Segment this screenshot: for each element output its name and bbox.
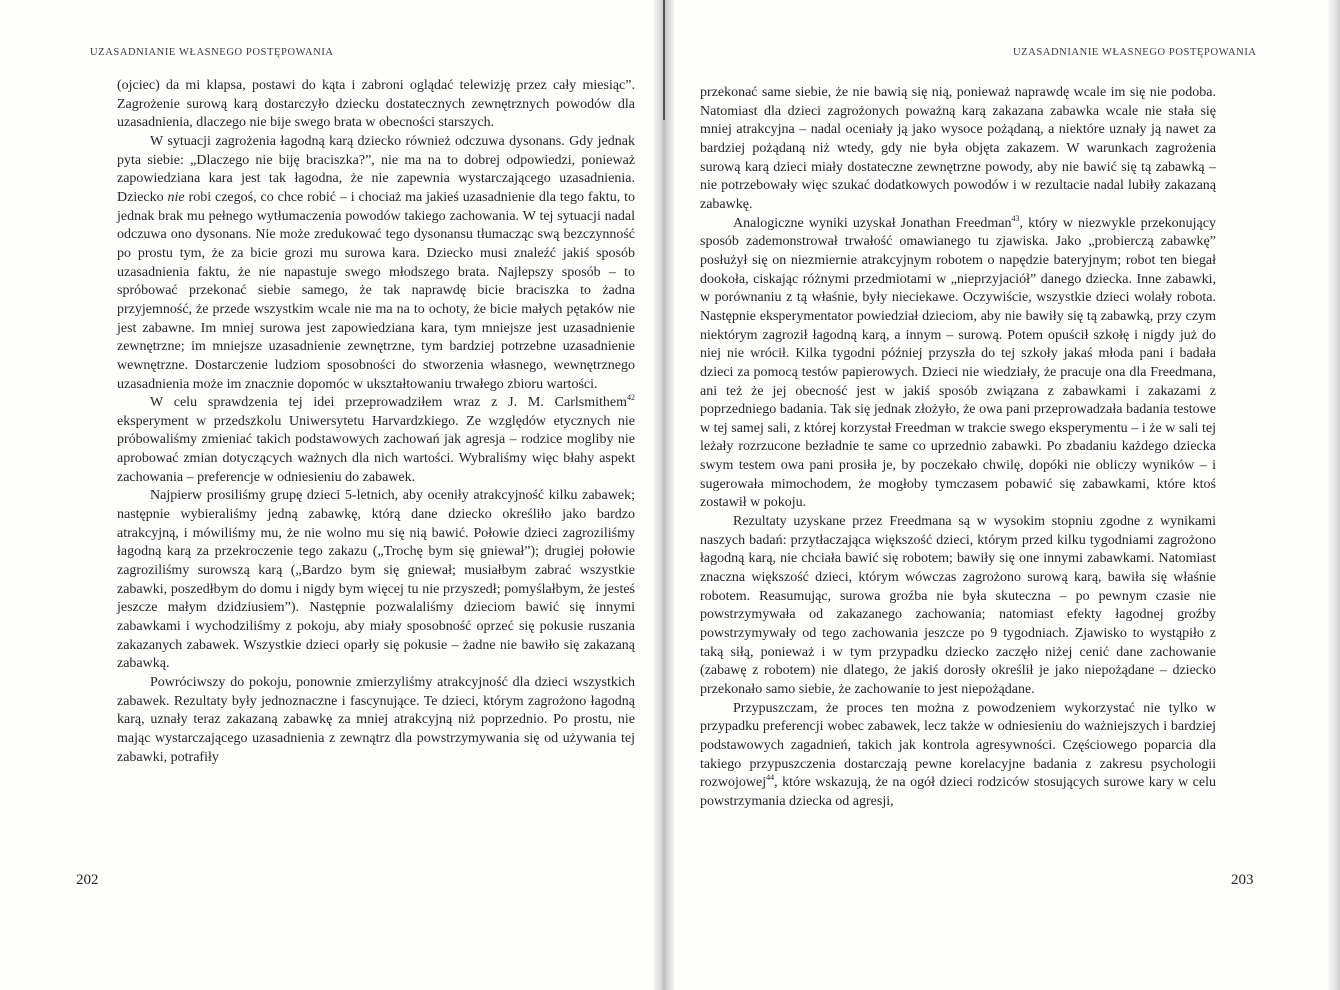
right-page-body — [700, 84, 1216, 812]
footnote-marker: 42 — [627, 393, 635, 403]
book-gutter — [654, 0, 674, 990]
gutter-shadow-line — [663, 0, 665, 120]
paragraph: przekonać same siebie, że nie bawią się nią, ponieważ naprawdę wcale im się nie podoba. Natomiast dla dzieci zagrożonych poważną karą zakazana zabawka wcale nie stała się mniej atrakcyjna – nadal oceniały ją jako wysoce pożądaną, a niektóre uznały ją nawet za bardziej pożądaną niż wtedy, gdy nie była objęta zakazem. W warunkach zagrożenia surową karą dzieci miały dostateczne zewnętrzne powody, aby nie bawić się tą zabawką – nie potrzebowały więc szukać dodatkowych powodów i w rezultacie nadal lubiły zakazaną zabawkę. — [700, 85, 1216, 212]
paragraph — [117, 133, 635, 394]
paragraph — [117, 394, 635, 487]
page-edge-shadow — [1326, 0, 1340, 990]
paragraph: Powróciwszy do pokoju, ponownie zmierzyliśmy atrakcyjność dla dzieci wszystkich zabawek. Rezultaty były jednoznaczne i fascynujące. Te dzieci, którym zagrożono łagodną karą, uznały teraz zakazaną zabawkę za mniej atrakcyjną niż poprzednio. Po prostu, nie mając wystarczającego uzasadnienia z zewnątrz dla powstrzymywania się od używania tej zabawki, potrafiły — [117, 675, 635, 765]
left-page-body — [117, 77, 635, 767]
page-number-left: 202 — [76, 872, 99, 888]
running-header-left: UZASADNIANIE WŁASNEGO POSTĘPOWANIA — [90, 47, 334, 58]
left-page — [0, 0, 654, 990]
paragraph-text: , który w niezwykle przekonujący sposób zademonstrował trwałość omawianego tu zjawiska. Jako „probierczą zabawkę” posłużył się on niezmiernie atrakcyjnym robotem o napędzie bateryjnym; robot ten biegał dookoła, ciskając różnymi przedmiotami w „nieprzyjaciół” danego dziecka. Inne zabawki, w porównaniu z tą właśnie, były nieciekawe. Oczywiście, wszystkie dzieci wolały robota. Następnie eksperymentator powiedział dzieciom, aby nie bawiły się tą zabawką, przy czym niektórym zagroził łagodną karą, a innym – surową. Potem opuścił szkołę i nigdy już do niej nie wrócił. Kilka tygodni później przyszła do tej szkoły jakaś młoda pani i badała dzieci za pomocą testów papierowych. Dzieci nie wiedziały, że pracuje ona dla Freedmana, ani też że jej obecność jest w jakiś sposób związana z zabawkami i zakazami z poprzedniego badania. Tak się jednak złożyło, że owa pani przeprowadzała badania testowe w tej samej sali, z której korzystał Freedman w trakcie swego eksperymentu – i że w sali tej leżały rozrzucone bezładnie te same co uprzednio zabawki. Po zbadaniu każdego dziecka swym testem owa pani prosiła je, by poczekało chwilę, dopóki nie obliczy wyników – i sugerowała mimochodem, że mogłoby tymczasem pobawić się zabawkami, które ktoś zostawił w pokoju. — [700, 215, 1216, 511]
running-header-right: UZASADNIANIE WŁASNEGO POSTĘPOWANIA — [1013, 47, 1257, 58]
paragraph: Rezultaty uzyskane przez Freedmana są w wysokim stopniu zgodne z wynikami naszych badań: przytłaczająca większość dzieci, którym przed kilku tygodniami zagrożono łagodną karą, nie chciała bawić się robotem; bawiły się one innymi zabawkami. Natomiast znaczna większość dzieci, którym wówczas zagrożono surową karą, bawiła się właśnie robotem. Reasumując, surowa groźba nie była skuteczna – po pewnym czasie nie powstrzymywała od zakazanego zachowania; natomiast efekty łagodnej groźby powstrzymywały od tego zachowania jeszcze po 9 tygodniach. Zjawisko to wystąpiło z taką siłą, ponieważ i w tym przypadku dziecko zaczęło niżej cenić dane zachowanie (zabawę z robotem) nie dlatego, że jakiś dorosły określił je jako niepożądane – dziecko przekonało samo siebie, że zachowanie to jest niepożądane. — [700, 514, 1216, 697]
paragraph: Najpierw prosiliśmy grupę dzieci 5-letnich, aby oceniły atrakcyjność kilku zabawek; następnie wybieraliśmy jedną zabawkę, którą dane dziecko określiło jako bardzo atrakcyjną, i mówiliśmy mu, że nie wolno mu się nią bawić. Połowie dzieci zagroziliśmy łagodną karą za przekroczenie tego zakazu („Trochę bym się gniewał”); drugiej połowie zagroziliśmy surowszą karą („Bardzo bym się gniewał; musiałbym zabrać wszystkie zabawki, poszedłbym do domu i nigdy bym więcej tu nie przyszedł; pomyślałbym, że jesteś jeszcze małym dzidziusiem”). Następnie pozwalaliśmy dzieciom bawić się innymi zabawkami i wychodziliśmy z pokoju, aby miały sposobność oprzeć się pokusie ruszania zakazanych zabawek. Wszystkie dzieci oparły się pokusie – żadne nie bawiło się zakazaną zabawką. — [117, 488, 635, 672]
paragraph: (ojciec) da mi klapsa, postawi do kąta i zabroni oglądać telewizję przez cały miesiąc”. Zagrożenie surową karą dostarczyło dziecku dostatecznych zewnętrznych powodów dla uzasadnienia, dlaczego nie bije swego brata w obecności starszych. — [117, 78, 635, 131]
paragraph-text: eksperyment w przedszkolu Uniwersytetu Harvardzkiego. Ze względów etycznych nie próbowaliśmy zmieniać takich podstawowych zachowań jak agresja – rodzice mogliby nie aprobować zmian dotyczących ważnych dla nich wartości. Wybraliśmy więc błahy aspekt zachowania – preferencje w odniesieniu do zabawek. — [117, 413, 635, 485]
footnote-marker: 44 — [766, 773, 775, 783]
footnote-marker: 43 — [1011, 213, 1020, 223]
paragraph-text: , które wskazują, że na ogół dzieci rodziców stosujących surowe kary w celu powstrzymania dziecka od agresji, — [700, 775, 1216, 809]
paragraph — [700, 215, 1216, 514]
emphasis-text: nie — [167, 189, 185, 205]
page-number-right: 203 — [1231, 872, 1254, 888]
paragraph-text: Analogiczne wyniki uzyskał Jonathan Freedman — [733, 215, 1012, 231]
paragraph-text: W celu sprawdzenia tej idei przeprowadziłem wraz z J. M. Carlsmithem — [150, 395, 627, 411]
paragraph-text: robi czegoś, co chce robić – i chociaż ma jakieś uzasadnienie dla tego faktu, to jednak brak mu pełnego wytłumaczenia powodów takiego zachowania. W tej sytuacji nadal odczuwa ono dysonans. Nie może zredukować tego dysonansu tłumacząc swą bezczynność po prostu tym, że za bicie grozi mu surowa kara. Dziecko musi znaleźć jakiś sposób uzasadnienia faktu, że nie napastuje swego młodszego brata. Najlepszy sposób – to spróbować przekonać siebie samego, że tak naprawdę bicie braciszka to żadna przyjemność, że przede wszystkim wcale nie ma na to ochoty, że bicie małych pętaków nie jest zabawne. Im mniej surowa jest zapowiedziana kara, tym mniejsze jest uzasadnienie zewnętrzne; im mniejsze uzasadnienie zewnętrzne, tym bardziej potrzebne uzasadnienie wewnętrzne. Dostarczenie ludziom sposobności do stworzenia własnego, wewnętrznego uzasadnienia może im znacznie dopomóc w ukształtowaniu trwałego zbioru wartości. — [117, 189, 635, 392]
right-page — [674, 0, 1340, 990]
paragraph — [700, 700, 1216, 812]
paragraph-text: W sytuacji zagrożenia łagodną karą dziecko również odczuwa dysonans. Gdy jednak pyta siebie: „Dlaczego nie biję braciszka?”, nie ma na to dobrej odpowiedzi, ponieważ zapowiedziana kara jest tak łagodna, że nie zapewnia wystarczającego uzasadnienia. Dziecko — [117, 133, 635, 205]
paragraph-text: Przypuszczam, że proces ten można z powodzeniem wykorzystać nie tylko w przypadku preferencji wobec zabawek, lecz także w odniesieniu do ważniejszych i bardziej podstawowych zagadnień, takich jak kontrola agresywności. Częściowego poparcia dla takiego przypuszczenia dostarczają pewne korelacyjne badania z zakresu psychologii rozwojowej — [700, 700, 1216, 791]
